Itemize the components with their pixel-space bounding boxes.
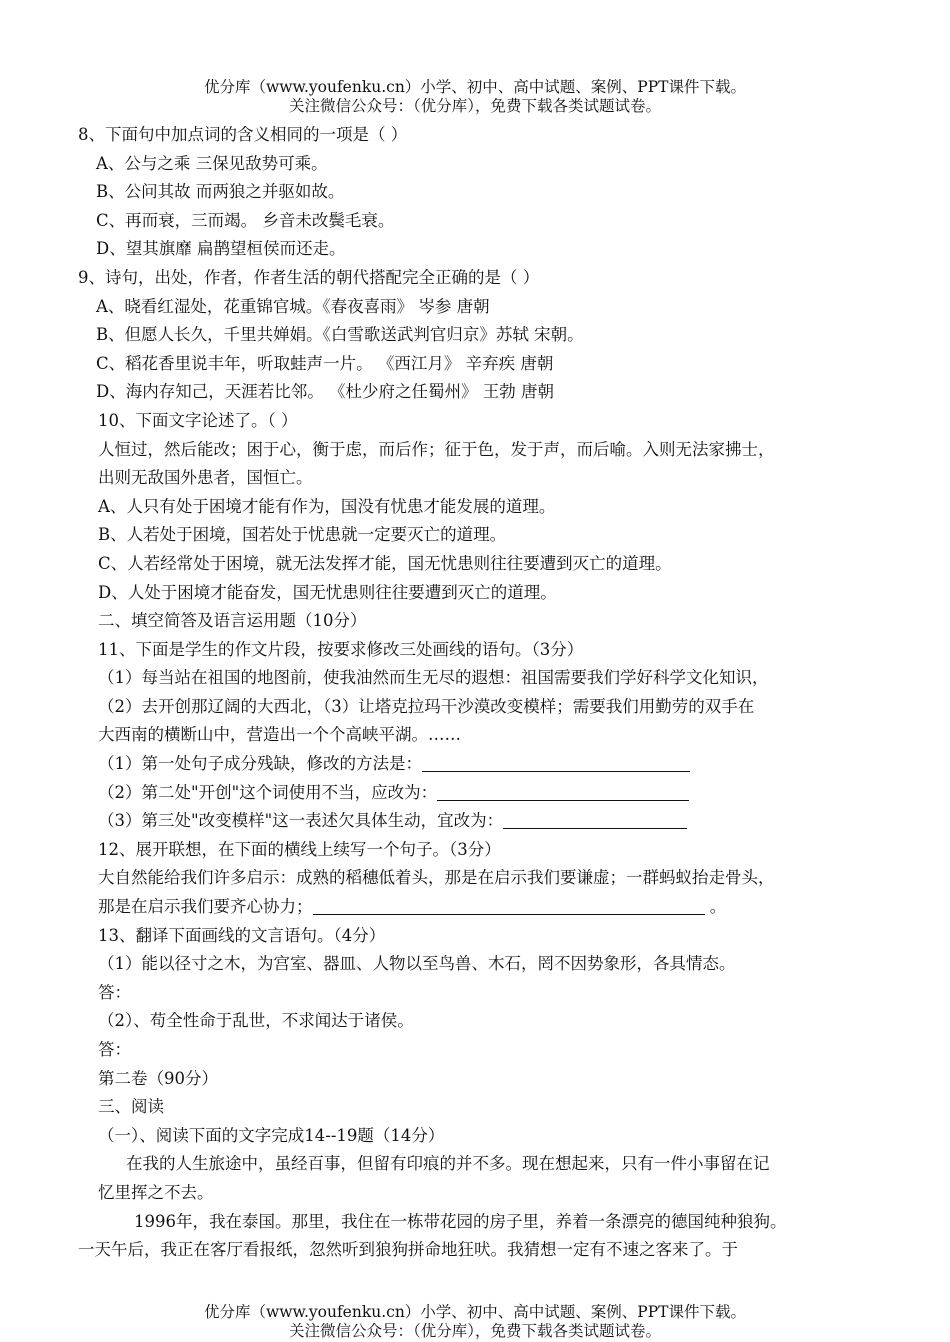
q8-stem: 8、下面句中加点词的含义相同的一项是（ ） <box>78 125 408 144</box>
reading-paragraph-2-line-2: 一天午后，我正在客厅看报纸，忽然听到狼狗拼命地狂吠。我猜想一定有不速之客来了。于 <box>78 1240 738 1260</box>
q10-option-a: A、人只有处于困境才能有作为，国没有忧患才能发展的道理。 <box>98 496 556 516</box>
q8-option-b: B、公问其故 而两狼之并驱如故。 <box>96 182 345 202</box>
q11-sub-1-text: （1）第一处句子成分残缺，修改的方法是： <box>98 754 422 774</box>
footer-line-1: 优分库（www.youfenku.cn）小学、初中、高中试题、案例、PPT课件下载。 <box>203 1303 747 1321</box>
page-footer <box>0 1303 950 1341</box>
part-2-heading: 第二卷（90分） <box>98 1068 218 1088</box>
q12-period: 。 <box>709 897 727 917</box>
q13-sub-2: （2）、苟全性命于乱世，不求闻达于诸侯。 <box>98 1011 414 1031</box>
q12-answer-blank[interactable] <box>313 896 705 915</box>
q8-option-c: C、再而衰，三而竭。 乡音未改鬓毛衰。 <box>96 210 395 230</box>
reading-paragraph-2-line-1: 1996年，我在泰国。那里，我住在一栋带花园的房子里，养着一条漂亮的德国纯种狼狗。 <box>134 1211 787 1231</box>
footer-line-2: 关注微信公众号：（优分库），免费下载各类试题试卷。 <box>288 1322 661 1340</box>
q11-passage-line-2: （2）去开创那辽阔的大西北，（3）让塔克拉玛干沙漠改变模样；需要我们用勤劳的双手在 <box>98 696 755 716</box>
section-2-heading: 二、填空简答及语言运用题（10分） <box>98 611 367 631</box>
header-line-1: 优分库（www.youfenku.cn）小学、初中、高中试题、案例、PPT课件下载。 <box>203 78 747 96</box>
q11-answer-blank-3[interactable] <box>503 810 687 829</box>
q9-stem: 9、诗句，出处，作者，作者生活的朝代搭配完全正确的是（ ） <box>78 267 540 287</box>
q11-passage-line-1: （1）每当站在祖国的地图前，使我油然而生无尽的遐想：祖国需要我们学好科学文化知识， <box>98 668 769 688</box>
q9-option-d: D、海内存知己，天涯若比邻。 《杜少府之任蜀州》 王勃 唐朝 <box>96 382 554 402</box>
q12-stem: 12、展开联想，在下面的横线上续写一个句子。（3分） <box>98 839 501 859</box>
q11-sub-3 <box>78 807 878 836</box>
q8-option-d: D、望其旗靡 扁鹊望桓侯而还走。 <box>96 239 346 259</box>
q11-answer-blank-2[interactable] <box>437 782 689 801</box>
q11-stem: 11、下面是学生的作文片段，按要求修改三处画线的语句。（3分） <box>98 639 584 659</box>
header-line-2: 关注微信公众号：（优分库），免费下载各类试题试卷。 <box>288 97 661 115</box>
q8-option-a: A、公与之乘 三保见敌势可乘。 <box>96 153 328 173</box>
q13-stem: 13、翻译下面画线的文言语句。（4分） <box>98 925 386 945</box>
q13-answer-1: 答： <box>98 982 131 1002</box>
q10-option-d: D、人处于困境才能奋发，国无忧患则往往要遭到灭亡的道理。 <box>98 582 557 602</box>
section-3-heading: 三、阅读 <box>98 1097 164 1117</box>
q10-passage-line-2: 出则无敌国外患者，国恒亡。 <box>98 468 313 488</box>
q12-passage-line-1: 大自然能给我们许多启示：成熟的稻穗低着头，那是在启示我们要谦虚；一群蚂蚁抬走骨头， <box>98 868 775 888</box>
q9-option-c: C、稻花香里说丰年，听取蛙声一片。 《西江月》 辛弃疾 唐朝 <box>96 353 554 373</box>
q10-passage-line-1: 人恒过，然后能改；困于心，衡于虑，而后作；征于色，发于声，而后喻。入则无法家拂士， <box>98 439 775 459</box>
q11-sub-3-text: （3）第三处"改变模样"这一表述欠具体生动，宜改为： <box>98 811 504 831</box>
q12-passage-line-2 <box>78 893 878 922</box>
q10-option-b: B、人若处于困境，国若处于忧患就一定要灭亡的道理。 <box>98 525 507 545</box>
q9-option-a: A、晓看红湿处，花重锦官城。《春夜喜雨》 岑参 唐朝 <box>96 296 490 316</box>
q11-sub-2 <box>78 779 878 808</box>
reading-paragraph-1-line-1: 在我的人生旅途中，虽经百事，但留有印痕的并不多。现在想起来，只有一件小事留在记 <box>126 1154 770 1174</box>
page-header <box>0 78 950 116</box>
exam-content <box>78 121 878 1265</box>
q11-sub-1 <box>78 750 878 779</box>
q9-option-b: B、但愿人长久，千里共婵娟。《白雪歌送武判官归京》苏轼 宋朝。 <box>96 325 584 345</box>
q11-passage-line-3: 大西南的横断山中，营造出一个个高峡平湖。…… <box>98 725 461 745</box>
q11-sub-2-text: （2）第二处"开创"这个词使用不当，应改为： <box>98 782 438 802</box>
q11-answer-blank-1[interactable] <box>422 753 690 772</box>
reading-paragraph-1-line-2: 忆里挥之不去。 <box>98 1182 214 1202</box>
q10-stem: 10、下面文字论述了。（ ） <box>98 410 298 430</box>
q13-answer-2: 答： <box>98 1040 131 1059</box>
reading-stem: （一）、阅读下面的文字完成14--19题（14分） <box>98 1125 445 1145</box>
q12-passage-line-2-text: 那是在启示我们要齐心协力； <box>98 897 313 917</box>
q10-option-c: C、人若经常处于困境，就无法发挥才能，国无忧患则往往要遭到灭亡的道理。 <box>98 553 672 573</box>
q13-sub-1: （1）能以径寸之木，为宫室、器皿、人物以至鸟兽、木石，罔不因势象形，各具情态。 <box>98 954 736 974</box>
